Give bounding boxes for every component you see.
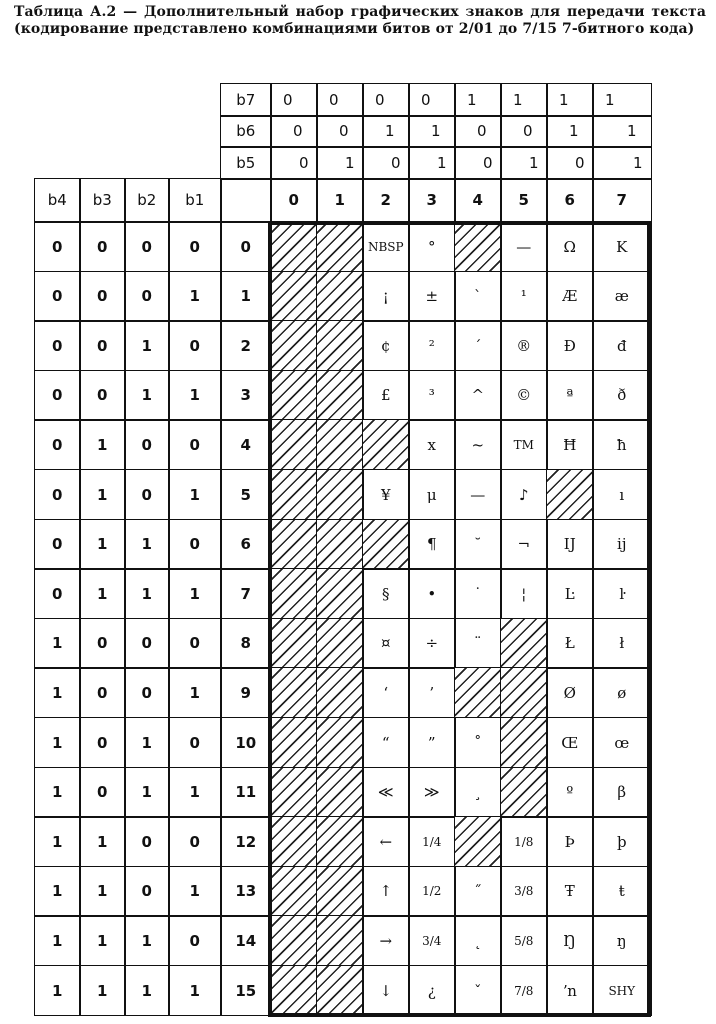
character-cell: æ [592,271,652,322]
hatched-cell [270,271,318,322]
character-cell: ˚ [454,717,502,768]
row-bit: 1 [168,767,222,818]
character-cell: 1/2 [408,866,456,917]
character-cell: Ω [546,221,594,272]
character-cell: ≪ [362,767,410,818]
character-cell: 7/8 [500,965,548,1016]
bit-header-value: 0 [316,115,364,148]
character-cell: ˛ [454,915,502,966]
row-bit: 1 [168,370,222,421]
bit-header-value: 0 [270,83,318,117]
character-cell: ø [592,667,652,718]
character-cell: ♪ [500,469,548,520]
character-cell: 3/4 [408,915,456,966]
character-cell: Æ [546,271,594,322]
row-number: 15 [220,965,272,1016]
hatched-cell [454,816,502,867]
hatched-cell [362,419,410,470]
bit-header-label: b1 [168,178,222,223]
character-cell: œ [592,717,652,768]
character-cell: μ [408,469,456,520]
hatched-cell [362,519,410,570]
corner-cell [220,178,272,223]
character-cell: 1/4 [408,816,456,867]
character-cell: ” [408,717,456,768]
character-cell: ¸ [454,767,502,818]
hatched-cell [316,667,364,718]
hatched-cell [270,469,318,520]
row-bit: 1 [34,717,81,768]
character-cell: ≫ [408,767,456,818]
character-cell: 3/8 [500,866,548,917]
row-bit: 1 [34,915,81,966]
column-number: 7 [592,178,652,223]
row-bit: 1 [79,866,126,917]
row-number: 14 [220,915,272,966]
row-bit: 1 [34,965,81,1016]
hatched-cell [270,320,318,371]
bit-header-value: 0 [270,115,318,148]
bit-header-value: 1 [362,115,410,148]
character-cell: Ħ [546,419,594,470]
character-cell: • [408,568,456,619]
hatched-cell [270,767,318,818]
bit-header-value: 0 [500,115,548,148]
hatched-cell [316,717,364,768]
row-number: 6 [220,519,272,570]
row-bit: 0 [79,717,126,768]
bit-header-label: b2 [124,178,170,223]
row-bit: 0 [79,271,126,322]
bit-header-value: 1 [316,146,364,180]
bit-header-value: 1 [592,83,652,117]
row-bit: 1 [168,965,222,1016]
bit-header-value: 1 [408,146,456,180]
bit-header-value: 1 [500,146,548,180]
hatched-cell [316,915,364,966]
character-cell: ŧ [592,866,652,917]
row-bit: 0 [34,221,81,272]
character-cell: “ [362,717,410,768]
character-cell: ° [408,221,456,272]
bit-header-value: 1 [546,115,594,148]
bit-header-value: 0 [362,83,410,117]
column-number: 4 [454,178,502,223]
hatched-cell [316,370,364,421]
row-number: 1 [220,271,272,322]
row-bit: 0 [124,271,170,322]
row-number: 11 [220,767,272,818]
bit-header-value: 1 [408,115,456,148]
row-bit: 0 [34,419,81,470]
character-cell: ŋ [592,915,652,966]
hatched-cell [500,717,548,768]
row-bit: 1 [124,767,170,818]
character-cell: ı [592,469,652,520]
hatched-cell [270,618,318,669]
character-cell: ħ [592,419,652,470]
row-bit: 1 [124,370,170,421]
character-cell: 1/8 [500,816,548,867]
row-bit: 0 [34,568,81,619]
character-cell: ˝ [454,866,502,917]
hatched-cell [454,667,502,718]
row-bit: 1 [168,866,222,917]
character-cell: Ł [546,618,594,669]
character-cell: ʼn [546,965,594,1016]
row-bit: 1 [168,271,222,322]
bit-header-label: b4 [34,178,81,223]
row-bit: 1 [124,717,170,768]
hatched-cell [316,866,364,917]
hatched-cell [316,320,364,371]
character-cell: Ŀ [546,568,594,619]
bit-header-value: 0 [546,146,594,180]
character-cell: § [362,568,410,619]
character-cell: £ [362,370,410,421]
character-cell: Đ [546,320,594,371]
row-bit: 0 [124,816,170,867]
character-cell: ¥ [362,469,410,520]
character-cell: ¤ [362,618,410,669]
character-cell: Þ [546,816,594,867]
row-bit: 0 [124,618,170,669]
character-cell: ˘ [454,519,502,570]
bit-header-value: 0 [454,146,502,180]
character-cell: ¨ [454,618,502,669]
column-number: 2 [362,178,410,223]
row-bit: 0 [79,618,126,669]
row-number: 13 [220,866,272,917]
character-cell: Ŋ [546,915,594,966]
hatched-cell [270,667,318,718]
row-bit: 1 [34,618,81,669]
character-cell: þ [592,816,652,867]
character-cell: ¿ [408,965,456,1016]
character-cell: ¶ [408,519,456,570]
column-number: 1 [316,178,364,223]
hatched-cell [270,915,318,966]
row-bit: 0 [34,320,81,371]
character-cell: ³ [408,370,456,421]
hatched-cell [270,717,318,768]
bit-header-value: 0 [362,146,410,180]
hatched-cell [270,221,318,272]
character-cell: Ø [546,667,594,718]
character-cell: ² [408,320,456,371]
character-cell: ´ [454,320,502,371]
row-bit: 0 [124,667,170,718]
row-bit: 0 [168,519,222,570]
hatched-cell [316,568,364,619]
bit-header-label: b6 [220,115,272,148]
row-bit: 1 [79,519,126,570]
row-bit: 1 [34,866,81,917]
row-bit: 0 [79,221,126,272]
character-cell: ÷ [408,618,456,669]
row-bit: 1 [79,419,126,470]
hatched-cell [316,221,364,272]
hatched-cell [316,965,364,1016]
row-number: 7 [220,568,272,619]
row-bit: 1 [124,965,170,1016]
row-bit: 0 [124,221,170,272]
character-cell: ˇ [454,965,502,1016]
bit-header-value: 1 [454,83,502,117]
bit-header-value: 1 [592,146,652,180]
row-bit: 0 [168,419,222,470]
hatched-cell [316,271,364,322]
hatched-cell [270,519,318,570]
row-number: 2 [220,320,272,371]
row-bit: 0 [124,866,170,917]
row-bit: 0 [34,370,81,421]
character-cell: — [500,221,548,272]
row-bit: 1 [124,519,170,570]
row-bit: 0 [79,767,126,818]
row-bit: 1 [79,568,126,619]
bit-header-label: b7 [220,83,272,117]
hatched-cell [316,419,364,470]
hatched-cell [500,618,548,669]
character-cell: — [454,469,502,520]
character-cell: ¡ [362,271,410,322]
row-number: 0 [220,221,272,272]
column-number: 0 [270,178,318,223]
row-bit: 0 [168,618,222,669]
character-cell: β [592,767,652,818]
row-bit: 1 [79,816,126,867]
character-cell: ł [592,618,652,669]
character-cell: Ŧ [546,866,594,917]
row-bit: 0 [34,469,81,520]
row-number: 3 [220,370,272,421]
bit-header-value: 0 [316,83,364,117]
character-cell: x [408,419,456,470]
row-bit: 0 [168,221,222,272]
row-bit: 1 [79,965,126,1016]
row-bit: 1 [79,915,126,966]
character-cell: NBSP [362,221,410,272]
hatched-cell [316,816,364,867]
row-bit: 1 [34,767,81,818]
hatched-cell [270,370,318,421]
character-cell: ª [546,370,594,421]
hatched-cell [270,866,318,917]
row-bit: 1 [124,915,170,966]
row-bit: 0 [79,370,126,421]
character-cell: ~ [454,419,502,470]
character-cell: ij [592,519,652,570]
hatched-cell [316,618,364,669]
bit-header-value: 0 [408,83,456,117]
character-cell: ↑ [362,866,410,917]
character-cell: ¬ [500,519,548,570]
character-cell: ŀ [592,568,652,619]
row-number: 8 [220,618,272,669]
hatched-cell [546,469,594,520]
row-number: 4 [220,419,272,470]
character-cell: ¦ [500,568,548,619]
row-bit: 0 [168,320,222,371]
hatched-cell [270,965,318,1016]
bit-header-value: 0 [270,146,318,180]
row-bit: 1 [124,568,170,619]
hatched-cell [270,419,318,470]
column-number: 6 [546,178,594,223]
hatched-cell [316,519,364,570]
bit-header-value: 1 [546,83,594,117]
row-bit: 1 [124,320,170,371]
row-bit: 0 [168,915,222,966]
character-cell: → [362,915,410,966]
hatched-cell [316,469,364,520]
column-number: 5 [500,178,548,223]
row-bit: 0 [79,320,126,371]
character-cell: IJ [546,519,594,570]
character-cell: ˙ [454,568,502,619]
character-cell: ¹ [500,271,548,322]
row-bit: 0 [168,717,222,768]
character-cell: TM [500,419,548,470]
bit-header-value: 0 [454,115,502,148]
bit-header-label: b5 [220,146,272,180]
row-bit: 1 [168,568,222,619]
row-bit: 0 [168,816,222,867]
character-cell: ‘ [362,667,410,718]
character-cell: đ [592,320,652,371]
character-cell: ^ [454,370,502,421]
row-bit: 1 [79,469,126,520]
row-bit: 0 [79,667,126,718]
hatched-cell [454,221,502,272]
row-bit: 0 [124,469,170,520]
character-cell: ` [454,271,502,322]
row-bit: 1 [168,469,222,520]
row-number: 5 [220,469,272,520]
row-number: 9 [220,667,272,718]
character-cell: Œ [546,717,594,768]
character-cell: ↓ [362,965,410,1016]
row-bit: 1 [168,667,222,718]
column-number: 3 [408,178,456,223]
character-cell: SHY [592,965,652,1016]
bit-header-value: 1 [592,115,652,148]
character-cell: ¢ [362,320,410,371]
character-cell: 5/8 [500,915,548,966]
character-cell: ’ [408,667,456,718]
row-number: 10 [220,717,272,768]
row-number: 12 [220,816,272,867]
row-bit: 1 [34,816,81,867]
row-bit: 0 [124,419,170,470]
character-cell: ® [500,320,548,371]
character-cell: © [500,370,548,421]
hatched-cell [270,568,318,619]
character-cell: ← [362,816,410,867]
hatched-cell [500,667,548,718]
character-cell: K [592,221,652,272]
character-cell: ± [408,271,456,322]
row-bit: 0 [34,519,81,570]
hatched-cell [270,816,318,867]
character-cell: ð [592,370,652,421]
bit-header-value: 1 [500,83,548,117]
bit-header-label: b3 [79,178,126,223]
row-bit: 1 [34,667,81,718]
hatched-cell [316,767,364,818]
hatched-cell [500,767,548,818]
table-caption: Таблица А.2 — Дополнительный набор графических знаков для передачи текста (кодирование представлено комбинациями битов от 2/01 до 7/15 7-битного кода) [14,4,706,37]
character-cell: º [546,767,594,818]
row-bit: 0 [34,271,81,322]
